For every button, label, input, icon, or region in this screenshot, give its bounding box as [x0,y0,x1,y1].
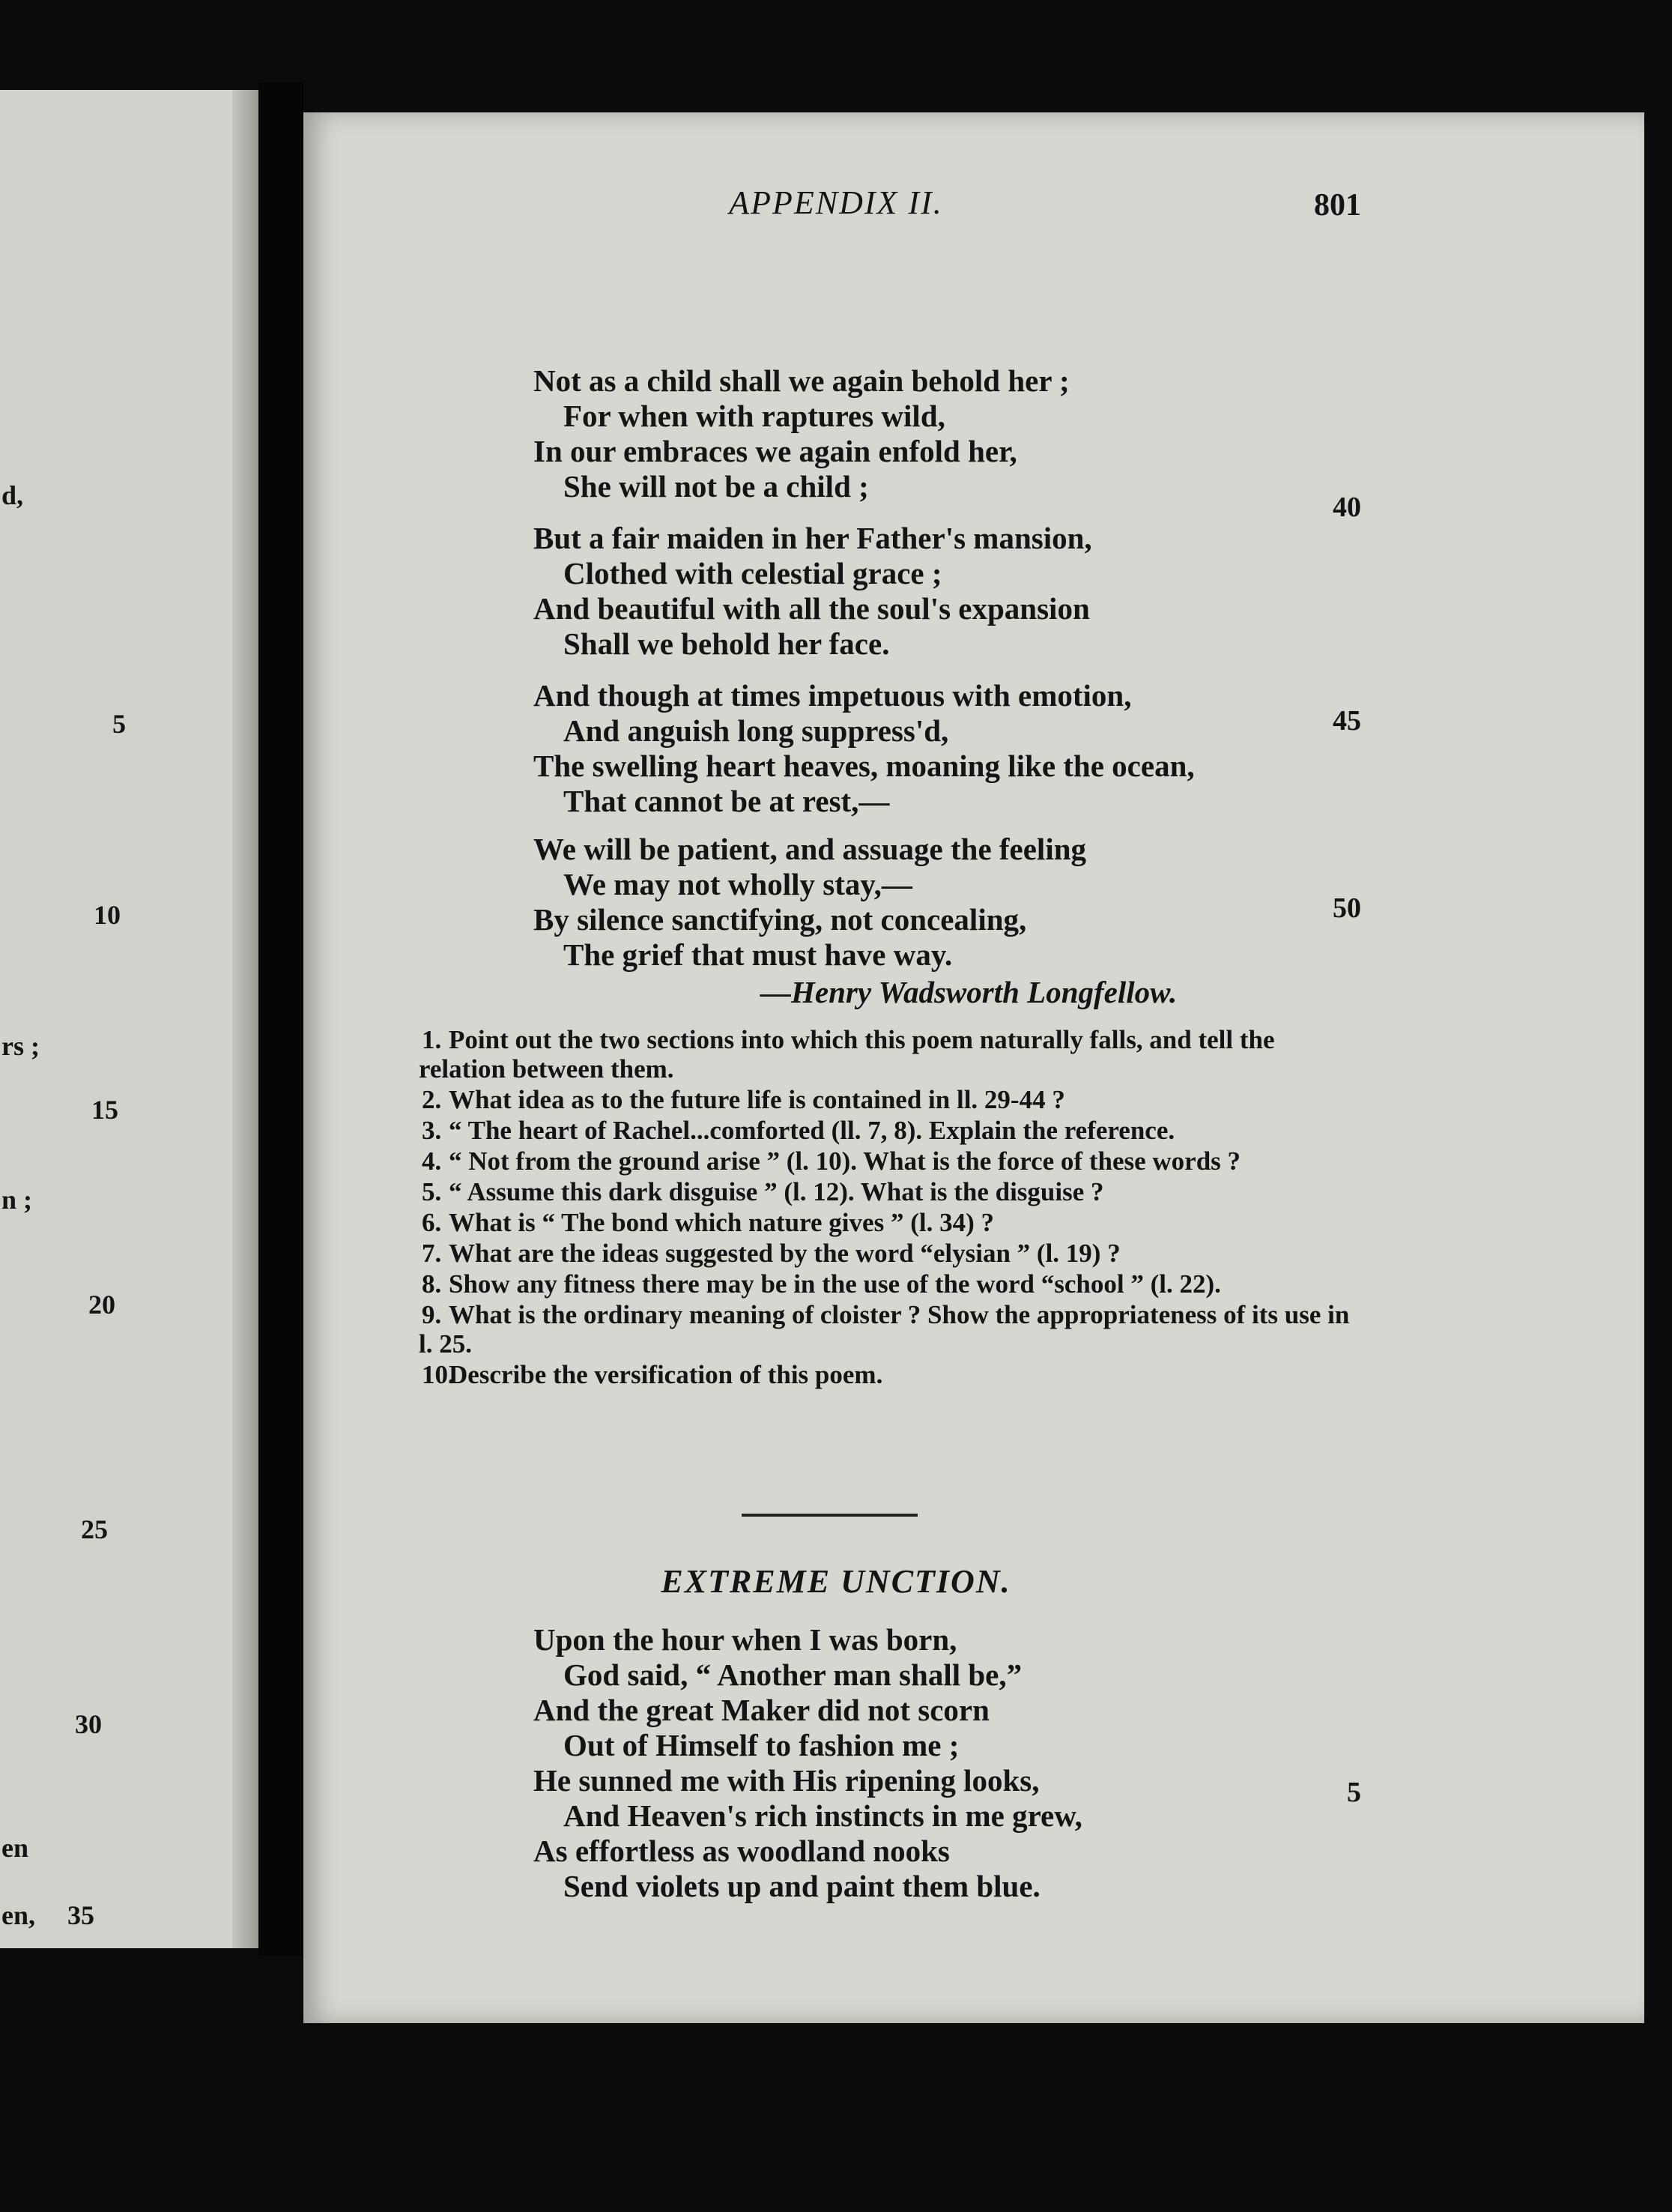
poem-line: In our embraces we again enfold her, [533,434,1017,468]
line-number: 40 [1333,492,1361,523]
question-item [386,1177,1352,1206]
poem-stanza [533,678,1195,819]
poem-line: For when with raptures wild, [563,399,945,433]
question-text: What idea as to the future life is contained in ll. 29-44 ? [449,1085,1065,1114]
question-text: What is “ The bond which nature gives ” (l. 34) ? [449,1208,994,1237]
line-number: 45 [1333,705,1361,737]
question-number: 3. [422,1116,442,1145]
poem-line: And beautiful with all the soul's expansion [533,591,1090,626]
question-text: Show any fitness there may be in the use of the word “school ” (l. 22). [449,1269,1221,1299]
question-number: 9. [422,1300,442,1329]
poem-stanza [533,1622,1082,1904]
poem-line: And though at times impetuous with emotion, [533,678,1132,713]
question-item [386,1085,1352,1114]
question-number: 2. [422,1085,442,1114]
question-text: What is the ordinary meaning of cloister ? Show the appropriateness of its use in l. 25. [419,1300,1350,1359]
poem-stanza [533,832,1086,973]
poem-line: And Heaven's rich instincts in me grew, [563,1798,1082,1833]
left-line-number: 35 [67,1900,94,1930]
left-fragment: n ; [1,1185,33,1215]
left-page [0,90,258,1948]
page-header: APPENDIX II. [729,184,943,221]
poem-line: Shall we behold her face. [563,626,890,661]
poem-stanza [533,521,1092,662]
poem-line: The grief that must have way. [563,937,953,972]
left-line-number: 5 [112,709,126,739]
poem-line: The swelling heart heaves, moaning like the ocean, [533,749,1195,783]
poem-attribution: —Henry Wadsworth Longfellow. [760,975,1178,1009]
left-line-number: 25 [81,1514,108,1544]
left-line-number: 20 [88,1290,115,1320]
poem-stanza [533,363,1070,504]
question-text: Point out the two sections into which this poem naturally falls, and tell the relation between them. [419,1025,1275,1084]
book-spine [258,82,303,1956]
question-text: “ Assume this dark disguise ” (l. 12). What is the disguise ? [449,1177,1104,1206]
question-item [386,1146,1352,1176]
question-item [386,1239,1352,1268]
question-number: 4. [422,1146,442,1176]
question-number: 5. [422,1177,442,1206]
poem-line: She will not be a child ; [563,469,869,504]
question-item [386,1360,1352,1389]
poem-line: By silence sanctifying, not concealing, [533,902,1027,937]
question-text: “ Not from the ground arise ” (l. 10). What is the force of these words ? [449,1146,1241,1176]
poem-line: He sunned me with His ripening looks, [533,1763,1040,1798]
poem-line: Upon the hour when I was born, [533,1622,957,1657]
left-fragment: en, [1,1900,35,1930]
poem-line: That cannot be at rest,— [563,784,890,818]
left-line-number: 30 [75,1709,102,1739]
question-text: “ The heart of Rachel...comforted (ll. 7, 8). Explain the reference. [449,1116,1175,1145]
question-item [386,1116,1352,1145]
question-number: 7. [422,1239,442,1268]
poem-line: Clothed with celestial grace ; [563,556,942,590]
left-line-number: 10 [94,900,121,930]
question-text: What are the ideas suggested by the word “elysian ” (l. 19) ? [449,1239,1121,1268]
question-item [386,1269,1352,1299]
question-item [386,1025,1352,1084]
poem-line: And anguish long suppress'd, [563,713,949,748]
poem-line: And the great Maker did not scorn [533,1693,990,1727]
question-item [386,1300,1352,1359]
poem-line: God said, “ Another man shall be,” [563,1658,1023,1692]
line-number: 5 [1347,1777,1361,1808]
left-fragment: en [1,1833,28,1863]
question-number: 1. [422,1025,442,1054]
question-text: Describe the versification of this poem. [449,1360,883,1389]
questions-list [386,1025,1352,1391]
question-item [386,1208,1352,1237]
left-line-number: 15 [91,1095,118,1125]
section-title: EXTREME UNCTION. [661,1563,1011,1600]
question-number: 6. [422,1208,442,1237]
poem-line: We may not wholly stay,— [563,867,912,901]
left-fragment: d, [1,480,24,510]
poem-line: We will be patient, and assuage the feeling [533,832,1087,866]
line-number: 50 [1333,892,1361,924]
page-number: 801 [1314,188,1361,223]
poem-line: Out of Himself to fashion me ; [563,1728,960,1762]
left-fragment: rs ; [1,1031,40,1061]
poem-line: Not as a child shall we again behold her ; [533,363,1070,398]
poem-line: Send violets up and paint them blue. [563,1869,1041,1903]
poem-line: But a fair maiden in her Father's mansion, [533,521,1092,555]
question-number: 8. [422,1269,442,1299]
poem-line: As effortless as woodland nooks [533,1834,950,1868]
section-divider [742,1514,918,1517]
question-number: 10. [422,1360,455,1389]
